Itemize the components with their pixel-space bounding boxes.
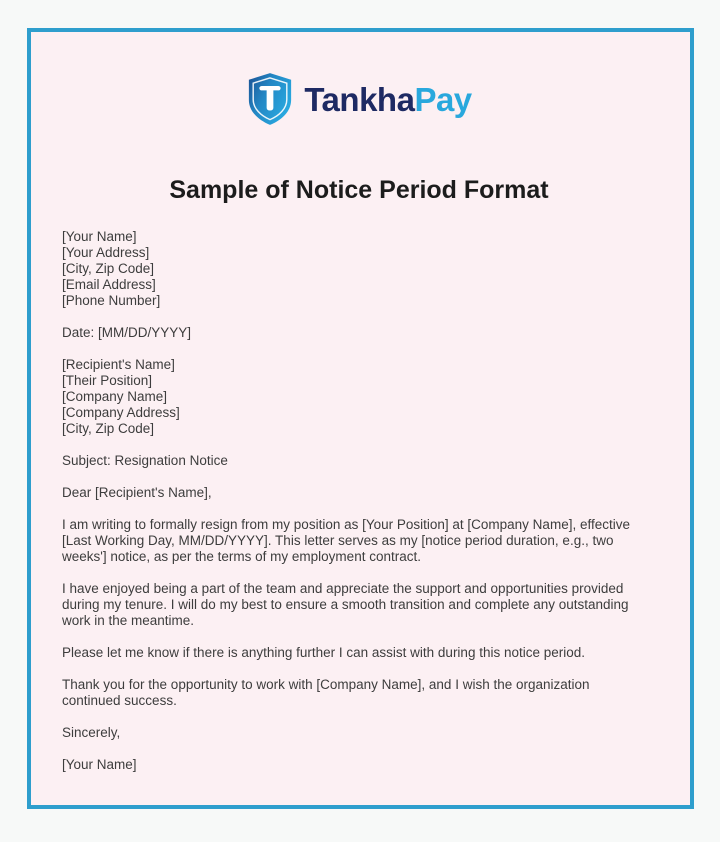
recipient-line: [Recipient's Name] <box>62 357 175 372</box>
recipient-line: [City, Zip Code] <box>62 421 155 436</box>
sender-line: [Email Address] <box>62 277 156 292</box>
brand-wordmark <box>304 80 472 118</box>
paragraph-assistance: Please let me know if there is anything further I can assist with during this notice period. <box>62 645 586 660</box>
paragraph-thanks: Thank you for the opportunity to work with [Company Name], and I wish the organization continued success. <box>62 677 590 708</box>
recipient-line: [Company Address] <box>62 405 180 420</box>
page-title: Sample of Notice Period Format <box>169 176 549 204</box>
paragraph-resignation: I am writing to formally resign from my position as [Your Position] at [Company Name], effective [Last Working Day, MM/DD/YYYY]. This letter serves as my [notice period duration, e.g., two weeks'] notice, as per the terms of my employment contract. <box>62 517 630 564</box>
recipient-block <box>62 357 642 437</box>
recipient-line: [Company Name] <box>62 389 168 404</box>
sender-block <box>62 229 642 309</box>
subject-line: Subject: Resignation Notice <box>62 453 228 468</box>
sender-line: [Your Name] <box>62 229 137 244</box>
closing: Sincerely, <box>62 725 121 740</box>
tankhapay-logo <box>62 72 656 126</box>
sender-line: [City, Zip Code] <box>62 261 155 276</box>
salutation: Dear [Recipient's Name], <box>62 485 212 500</box>
brand-name-primary: Tankha <box>304 80 415 118</box>
signature: [Your Name] <box>62 757 137 772</box>
shield-t-icon <box>246 72 294 126</box>
paragraph-appreciation: I have enjoyed being a part of the team and appreciate the support and opportunities provided during my tenure. I will do my best to ensure a smooth transition and complete any outstanding work in the meantime. <box>62 581 629 628</box>
sender-line: [Phone Number] <box>62 293 161 308</box>
date-line: Date: [MM/DD/YYYY] <box>62 325 192 340</box>
recipient-line: [Their Position] <box>62 373 153 388</box>
brand-name-secondary: Pay <box>414 80 472 118</box>
sender-line: [Your Address] <box>62 245 150 260</box>
letter-card <box>27 28 694 809</box>
